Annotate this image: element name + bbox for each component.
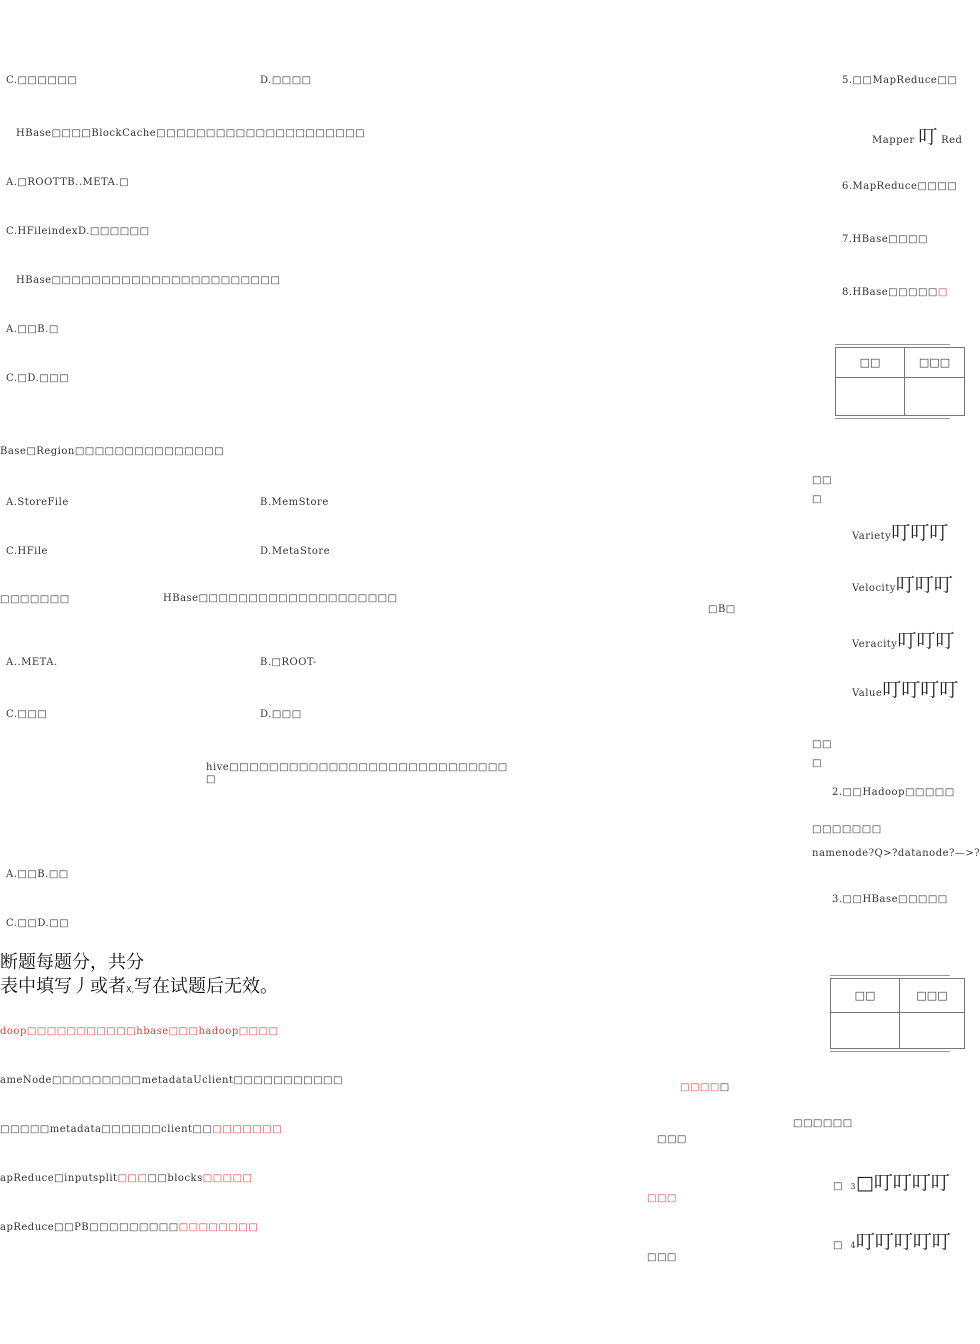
value-row: [852, 677, 958, 707]
option-d-meta: D.□□□: [260, 709, 302, 720]
velocity-label: Velocity: [852, 583, 896, 594]
option-a-meta: A..META.: [6, 657, 58, 668]
item-4-number: 4: [850, 1241, 856, 1250]
mapper-label: Mapper: [872, 135, 915, 146]
checkbox-icon[interactable]: □: [833, 1240, 843, 1251]
reducer-label: Red: [941, 135, 963, 146]
velocity-glyphs: 叮叮叮: [895, 574, 953, 596]
question-2: 2.□□Hadoop□□□□□: [832, 787, 955, 798]
option-b-region: B.MemStore: [260, 497, 329, 508]
question-5: 5.□□MapReduce□□: [842, 75, 958, 86]
judge-item-4-text: apReduce□inputsplit: [0, 1173, 118, 1184]
option-d: D.□□□□: [260, 75, 312, 86]
item-4: [833, 1229, 951, 1259]
score-table-2-cell[interactable]: [831, 1013, 900, 1049]
question-2-sub: □□□□□□□: [812, 824, 882, 835]
judge-item-5: [0, 1222, 258, 1234]
block-2-line-1: □□: [812, 739, 832, 750]
option-c: C.□□□□□□: [6, 75, 78, 86]
variety-label: Variety: [852, 531, 892, 542]
score-table-2-cell[interactable]: [900, 1013, 965, 1049]
option-c-region: C.HFile: [6, 546, 48, 557]
variety-row: [852, 520, 948, 550]
question-hive-cont: □: [206, 774, 216, 785]
velocity-row: [852, 572, 953, 602]
item-3-glyphs: □叮叮叮叮: [855, 1172, 950, 1194]
block-1-line-1: □□: [812, 475, 832, 486]
section-right: □□□□□□: [793, 1118, 853, 1129]
judge-answer-5: □□□: [647, 1252, 677, 1263]
question-8-red: □: [937, 287, 948, 298]
veracity-row: [852, 628, 954, 658]
question-region: Base□Region□□□□□□□□□□□□□□□: [0, 446, 225, 457]
option-d-region: D.MetaStore: [260, 546, 331, 557]
score-table-2-header-2: □□□: [900, 979, 965, 1013]
judge-answer-2: [680, 1082, 730, 1094]
question-8-text: 8.HBase□□□□□: [842, 287, 938, 298]
veracity-glyphs: 叮叮叮: [897, 630, 955, 652]
option-c-blockcache: C.HFileindexD.□□□□□□: [6, 226, 150, 237]
score-table-2-header-1: □□: [831, 979, 900, 1013]
question-5-sub: [872, 124, 962, 154]
question-meta: HBase□□□□□□□□□□□□□□□□□□□□: [163, 593, 398, 604]
judge-item-4-red-2: □□□□□: [202, 1173, 253, 1184]
value-label: Value: [852, 688, 883, 699]
score-table-1-header-1: □□: [836, 348, 905, 378]
question-6: 6.MapReduce□□□□: [842, 181, 958, 192]
question-3: 3.□□HBase□□□□□: [832, 894, 948, 905]
variety-glyphs: 叮叮叮: [891, 522, 949, 544]
option-c-hbase-2: C.□D.□□□: [6, 373, 70, 384]
judge-item-1: doop□□□□□□□□□□□hbase□□□hadoop□□□□: [0, 1026, 279, 1037]
item-4-glyphs: 叮叮叮叮叮: [855, 1231, 951, 1253]
option-a-region: A.StoreFile: [6, 497, 69, 508]
block-1-line-2: □: [812, 494, 822, 505]
judge-item-3: [0, 1124, 282, 1136]
checkbox-icon[interactable]: □: [833, 1181, 843, 1192]
section-instruction-part2: 写在试题后无效。: [134, 976, 279, 997]
judge-item-4: [0, 1173, 253, 1185]
judge-answer-3: □□□: [657, 1134, 687, 1145]
question-2-flow: namenode?Q>?datanode?—>?: [812, 848, 980, 859]
score-table-1-header-2: □□□: [905, 348, 965, 378]
judge-item-3-text: □□□□□metadata□□□□□□client□□: [0, 1124, 213, 1135]
question-meta-prefix: □□□□□□□: [0, 594, 70, 605]
question-hbase-2: HBase□□□□□□□□□□□□□□□□□□□□□□□: [16, 275, 281, 286]
question-7: 7.HBase□□□□: [842, 234, 928, 245]
judge-item-4-red-1: □□□: [117, 1173, 148, 1184]
section-title: 断题每题分，共分: [0, 952, 144, 973]
section-instruction-part1: 表中填写丿或者: [0, 976, 126, 997]
question-hive: hive□□□□□□□□□□□□□□□□□□□□□□□□□□□□: [206, 762, 508, 773]
score-table-1: [835, 344, 950, 419]
block-2-line-2: □: [812, 758, 822, 769]
option-a-blockcache: A.□ROOTTB..META.□: [6, 177, 130, 188]
score-table-2: [830, 975, 950, 1052]
judge-item-5-red: □□□□□□□□: [178, 1222, 259, 1233]
option-a-hbase-2: A.□□B.□: [6, 324, 59, 335]
question-8: [842, 287, 948, 299]
option-c-hive: C.□□D.□□: [6, 918, 70, 929]
option-b-meta: B.□ROOT-: [260, 657, 317, 668]
glyph-char: 叮: [918, 126, 938, 148]
question-blockcache: HBase□□□□BlockCache□□□□□□□□□□□□□□□□□□□□□: [16, 128, 366, 139]
judge-item-5-text: apReduce□□PB□□□□□□□□□: [0, 1222, 179, 1233]
judge-answer-2-red: □□□□: [680, 1082, 720, 1093]
judge-item-3-red: □□□□□□□: [212, 1124, 283, 1135]
judge-answer-2-black: □: [719, 1082, 730, 1093]
judge-item-4-text-2: □□blocks: [147, 1173, 203, 1184]
judge-answer-4: □□□: [647, 1193, 677, 1204]
judge-item-2: ameNode□□□□□□□□□metadataUclient□□□□□□□□□□□: [0, 1075, 343, 1086]
option-a-hive: A.□□B.□□: [6, 869, 69, 880]
value-glyphs: 叮叮叮叮: [882, 679, 959, 701]
veracity-label: Veracity: [852, 639, 898, 650]
score-table-1-cell[interactable]: [836, 378, 905, 416]
item-3-number: 3: [850, 1182, 856, 1191]
answer-meta: □B□: [708, 604, 736, 615]
item-3: [833, 1170, 950, 1200]
section-instruction: [0, 975, 278, 1002]
score-table-1-cell[interactable]: [905, 378, 965, 416]
option-c-meta: C.□□□: [6, 709, 48, 720]
section-instruction-x: X,: [126, 985, 135, 994]
